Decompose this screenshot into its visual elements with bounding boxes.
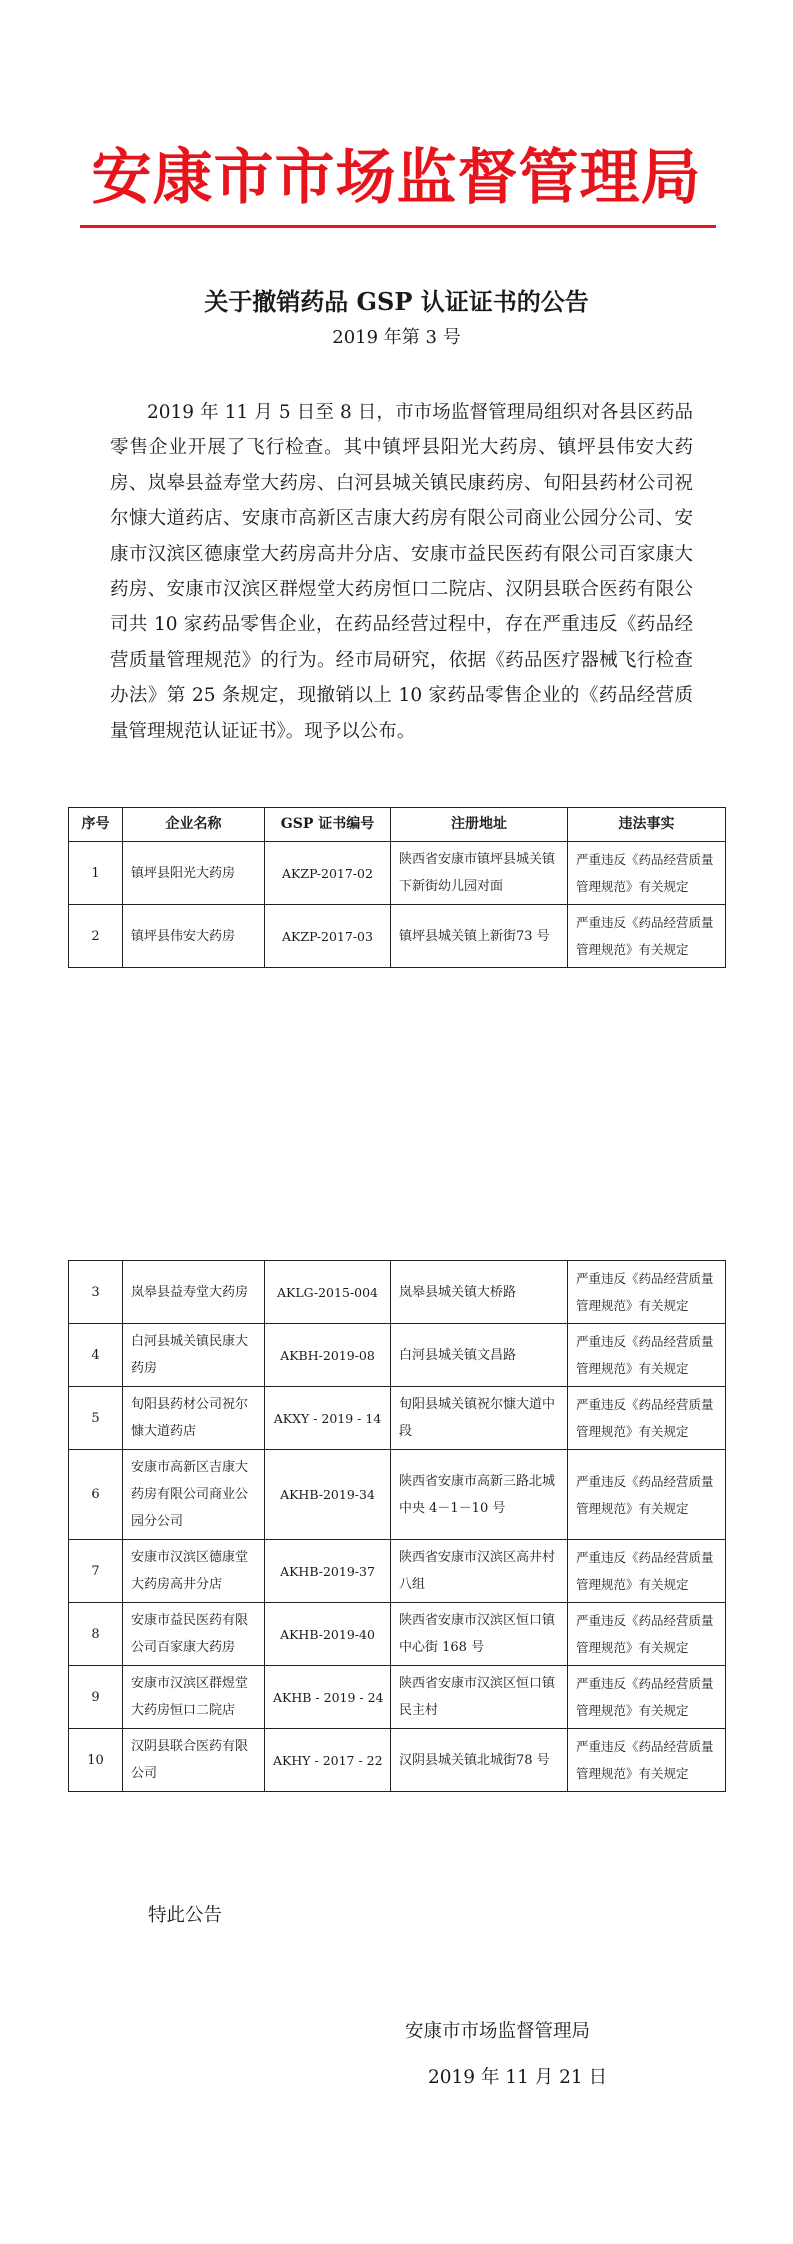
gsp-certificate-code: AKBH-2019-08: [265, 1324, 391, 1387]
notice-body: 2019 年 11 月 5 日至 8 日，市市场监督管理局组织对各县区药品零售企业开展了飞行检查。其中镇坪县阳光大药房、镇坪县伟安大药房、岚皋县益寿堂大药房、白河县城关镇民康药房、旬阳县药材公司祝尔慷大道药店、安康市高新区吉康大药房有限公司商业公园分公司、安康市汉滨区德康堂大药房高井分店、安康市益民医药有限公司百家康大药房、安康市汉滨区群煜堂大药房恒口二院店、汉阴县联合医药有限公司共 10 家药品零售企业，在药品经营过程中，存在严重违反《药品经营质量管理规范》的行为。经市局研究，依据《药品医疗器械飞行检查办法》第 25 条规定，现撤销以上 10 家药品零售企业的《药品经营质量管理规范认证证书》。现予以公布。: [110, 402, 693, 742]
document-number: 2019 年第 3 号: [332, 327, 461, 348]
violation-fact: 严重违反《药品经营质量管理规范》有关规定: [568, 1603, 726, 1666]
registered-address: 陕西省安康市镇坪县城关镇下新街幼儿园对面: [391, 842, 568, 905]
violation-fact: 严重违反《药品经营质量管理规范》有关规定: [568, 1324, 726, 1387]
company-name: 安康市高新区吉康大药房有限公司商业公园分公司: [123, 1450, 265, 1540]
closing-text: 特此公告: [148, 1905, 223, 1926]
row-number: 3: [69, 1261, 123, 1324]
table-row: [69, 1387, 726, 1450]
table-row: [69, 1603, 726, 1666]
gsp-certificate-code: AKXY - 2019 - 14: [265, 1387, 391, 1450]
row-number: 4: [69, 1324, 123, 1387]
company-name: 汉阴县联合医药有限公司: [123, 1729, 265, 1792]
letterhead-title: 安康市市场监督管理局: [91, 143, 702, 213]
gsp-certificate-code: AKHB - 2019 - 24: [265, 1666, 391, 1729]
company-name: 镇坪县伟安大药房: [123, 905, 265, 968]
row-number: 1: [69, 842, 123, 905]
letterhead-divider: [80, 225, 716, 228]
violation-fact: 严重违反《药品经营质量管理规范》有关规定: [568, 1666, 726, 1729]
row-number: 2: [69, 905, 123, 968]
table-row: [69, 1261, 726, 1324]
row-number: 9: [69, 1666, 123, 1729]
table-row: [69, 1324, 726, 1387]
company-name: 岚皋县益寿堂大药房: [123, 1261, 265, 1324]
table-header-cell: 企业名称: [123, 808, 265, 842]
registered-address: 陕西省安康市汉滨区恒口镇民主村: [391, 1666, 568, 1729]
company-name: 安康市汉滨区德康堂大药房高井分店: [123, 1540, 265, 1603]
table-row: [69, 842, 726, 905]
table-row: [69, 1540, 726, 1603]
gsp-certificate-code: AKHB-2019-34: [265, 1450, 391, 1540]
gsp-certificate-code: AKLG-2015-004: [265, 1261, 391, 1324]
table-header-row: [69, 808, 726, 842]
row-number: 10: [69, 1729, 123, 1792]
table-row: [69, 1729, 726, 1792]
registered-address: 陕西省安康市汉滨区高井村八组: [391, 1540, 568, 1603]
gsp-certificate-code: AKHY - 2017 - 22: [265, 1729, 391, 1792]
table-header-cell: 序号: [69, 808, 123, 842]
gsp-certificate-code: AKZP-2017-03: [265, 905, 391, 968]
notice-title: 关于撤销药品 GSP 认证证书的公告: [204, 287, 589, 316]
gsp-certificate-code: AKHB-2019-37: [265, 1540, 391, 1603]
violation-fact: 严重违反《药品经营质量管理规范》有关规定: [568, 1540, 726, 1603]
signature-organization: 安康市市场监督管理局: [405, 2021, 591, 2042]
violation-fact: 严重违反《药品经营质量管理规范》有关规定: [568, 905, 726, 968]
company-name: 旬阳县药材公司祝尔慷大道药店: [123, 1387, 265, 1450]
table-header-cell: GSP 证书编号: [265, 808, 391, 842]
registered-address: 白河县城关镇文昌路: [391, 1324, 568, 1387]
company-name: 白河县城关镇民康大药房: [123, 1324, 265, 1387]
company-name: 镇坪县阳光大药房: [123, 842, 265, 905]
row-number: 8: [69, 1603, 123, 1666]
table-row: [69, 905, 726, 968]
registered-address: 旬阳县城关镇祝尔慷大道中段: [391, 1387, 568, 1450]
company-name: 安康市益民医药有限公司百家康大药房: [123, 1603, 265, 1666]
registered-address: 陕西省安康市汉滨区恒口镇中心街 168 号: [391, 1603, 568, 1666]
row-number: 7: [69, 1540, 123, 1603]
violation-fact: 严重违反《药品经营质量管理规范》有关规定: [568, 1729, 726, 1792]
signature-date: 2019 年 11 月 21 日: [428, 2067, 608, 2088]
gsp-certificate-code: AKHB-2019-40: [265, 1603, 391, 1666]
violation-fact: 严重违反《药品经营质量管理规范》有关规定: [568, 1387, 726, 1450]
revocation-table-page2: [68, 1260, 726, 1792]
gsp-certificate-code: AKZP-2017-02: [265, 842, 391, 905]
registered-address: 镇坪县城关镇上新街73 号: [391, 905, 568, 968]
table-header-cell: 注册地址: [391, 808, 568, 842]
violation-fact: 严重违反《药品经营质量管理规范》有关规定: [568, 1450, 726, 1540]
table-row: [69, 1450, 726, 1540]
violation-fact: 严重违反《药品经营质量管理规范》有关规定: [568, 842, 726, 905]
row-number: 5: [69, 1387, 123, 1450]
violation-fact: 严重违反《药品经营质量管理规范》有关规定: [568, 1261, 726, 1324]
company-name: 安康市汉滨区群煜堂大药房恒口二院店: [123, 1666, 265, 1729]
table-header-cell: 违法事实: [568, 808, 726, 842]
registered-address: 岚皋县城关镇大桥路: [391, 1261, 568, 1324]
registered-address: 陕西省安康市高新三路北城中央 4－1－10 号: [391, 1450, 568, 1540]
table-row: [69, 1666, 726, 1729]
registered-address: 汉阴县城关镇北城街78 号: [391, 1729, 568, 1792]
revocation-table-page1: [68, 807, 726, 968]
row-number: 6: [69, 1450, 123, 1540]
